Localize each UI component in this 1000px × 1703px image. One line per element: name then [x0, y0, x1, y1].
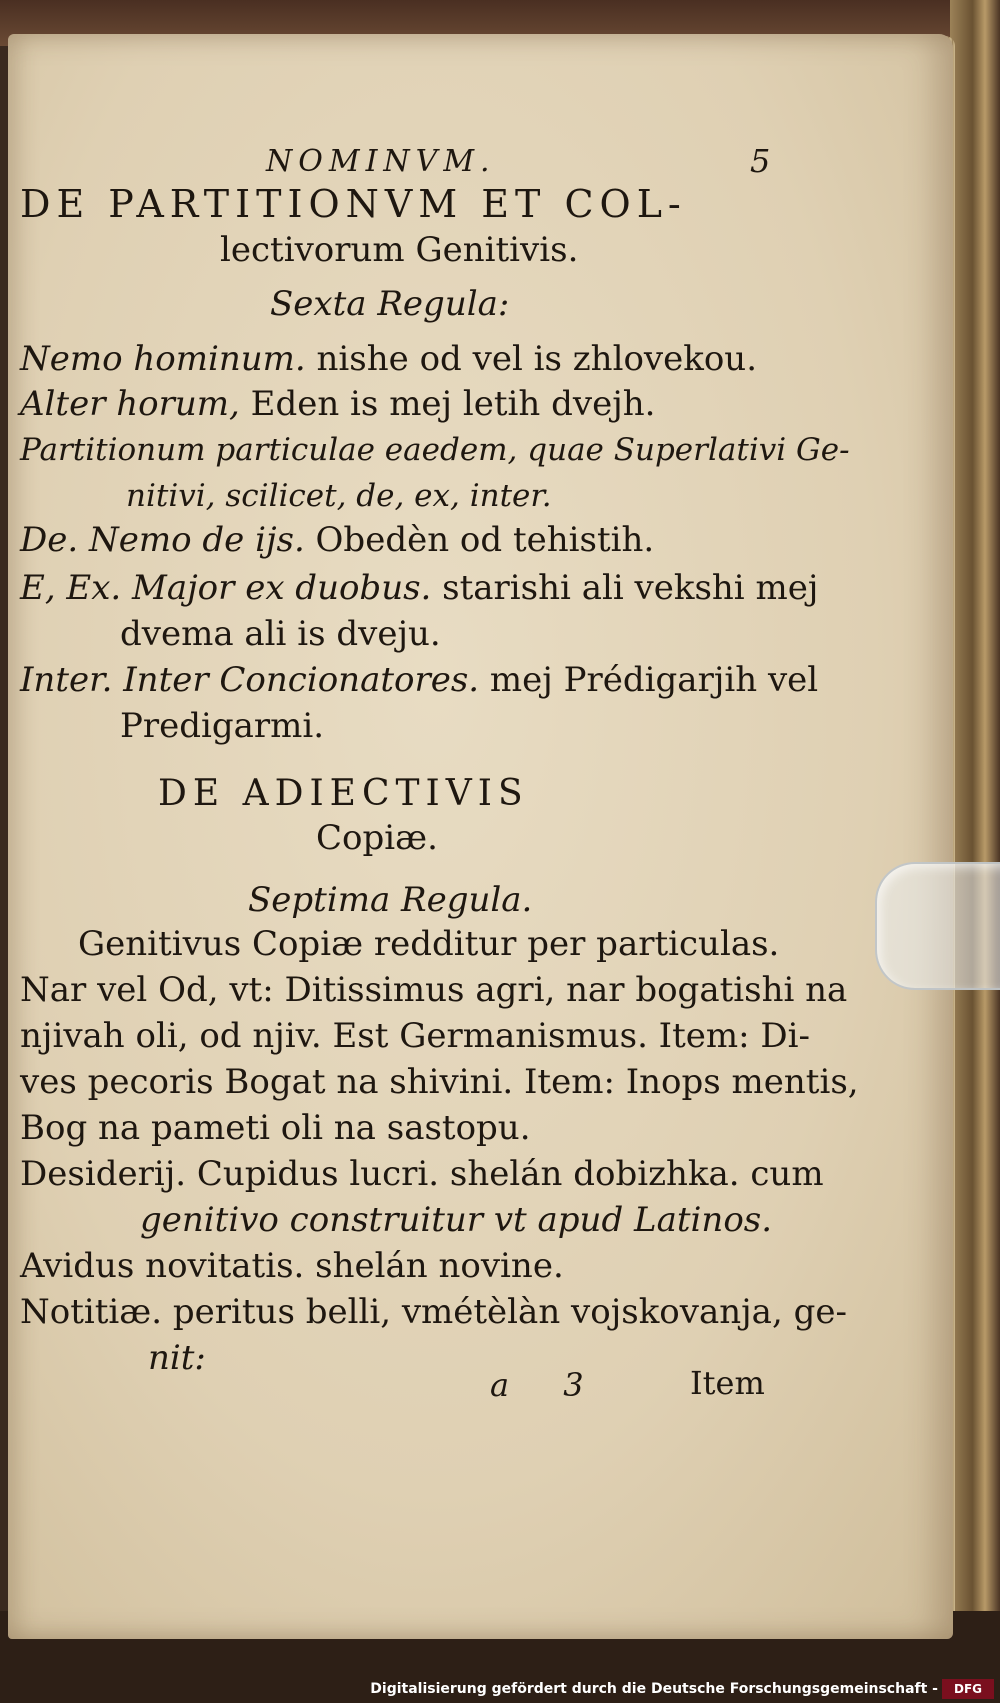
- section2-heading-line2: Copiæ.: [316, 818, 438, 858]
- running-head: NOMINVM.: [266, 144, 496, 179]
- section1-heading-line2: lectivorum Genitivis.: [220, 230, 579, 270]
- text-line: Bog na pameti oli na sastopu.: [20, 1108, 531, 1148]
- text-line: Inter. Inter Concionatores. mej Prédigarjih vel: [20, 660, 819, 700]
- section2-heading-line1: DE ADIECTIVIS: [158, 773, 529, 814]
- text-line: E, Ex. Major ex duobus. starishi ali vekshi mej: [20, 568, 819, 608]
- text-line: Nar vel Od, vt: Ditissimus agri, nar bogatishi na: [20, 970, 848, 1010]
- section1-rule: Sexta Regula:: [270, 284, 510, 324]
- text-line: Nemo hominum. nishe od vel is zhlovekou.: [20, 339, 758, 379]
- catchword: Item: [690, 1364, 765, 1402]
- digitization-credit: Digitalisierung gefördert durch die Deutsche Forschungsgemeinschaft -: [370, 1681, 938, 1697]
- section1-heading-line1: DE PARTITIONVM ET COL-: [20, 182, 687, 226]
- text-line: nit:: [148, 1338, 206, 1378]
- signature-mark: a 3: [490, 1366, 606, 1404]
- text-line: Alter horum, Eden is mej letih dvejh.: [20, 384, 656, 424]
- text-line: Genitivus Copiæ redditur per particulas.: [78, 924, 780, 964]
- text-line: ves pecoris Bogat na shivini. Item: Inops mentis,: [20, 1062, 859, 1102]
- section2-rule: Septima Regula.: [248, 880, 533, 920]
- text-line: genitivo construitur vt apud Latinos.: [140, 1200, 773, 1240]
- text-line: Desiderij. Cupidus lucri. shelán dobizhka. cum: [20, 1154, 824, 1194]
- text-line: Notitiæ. peritus belli, vmétèlàn vojskovanja, ge-: [20, 1292, 847, 1332]
- dfg-logo: DFG: [942, 1679, 994, 1699]
- page-number: 5: [750, 142, 771, 180]
- text-line: Avidus novitatis. shelán novine.: [20, 1246, 564, 1286]
- text-line: Partitionum particulae eaedem, quae Superlativi Ge-: [20, 432, 850, 468]
- book-spine-edge: [950, 0, 1000, 1703]
- text-line: dvema ali is dveju.: [120, 614, 441, 654]
- page-clip-holder: [875, 862, 1000, 990]
- text-line: De. Nemo de ijs. Obedèn od tehistih.: [20, 520, 655, 560]
- book-page: [8, 34, 953, 1639]
- text-line: nitivi, scilicet, de, ex, inter.: [126, 478, 552, 514]
- text-line: njivah oli, od njiv. Est Germanismus. Item: Di-: [20, 1016, 811, 1056]
- text-line: Predigarmi.: [120, 706, 325, 746]
